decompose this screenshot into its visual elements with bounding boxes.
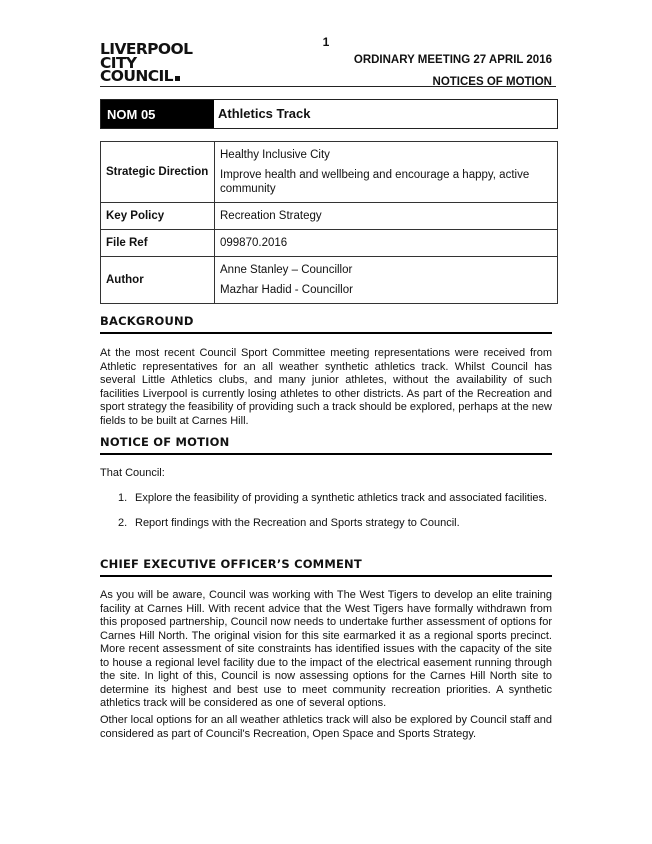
strategic-direction-label: Strategic Direction	[101, 142, 215, 203]
table-row-strategic-direction	[101, 142, 558, 203]
author-line-2: Mazhar Hadid - Councillor	[220, 284, 353, 296]
nom-code: NOM 05	[101, 100, 214, 128]
author-line-1: Anne Stanley – Councillor	[220, 264, 353, 276]
table-row-author	[101, 257, 558, 304]
logo-mark-icon	[175, 76, 180, 81]
ceo-comment-paragraph-2: Other local options for an all weather athletics track will also be explored by Council staff and considered as part of Council's Recreation, Open Space and Sports Strategy.	[100, 714, 552, 740]
ceo-comment-paragraph-1: As you will be aware, Council was working with The West Tigers to develop an elite training facility at Carnes Hill. With recent advice that the West Tigers have formally withdrawn from this proposed partnership, Council now needs to undertake further assessment of options for Carnes Hill North. The original vision for this site earmarked it as a regional sports precinct. More recent assessment of site constraints has identified issues with the capacity of the site to house a regional level facility due to the impact of the electrical easement running through the site. In light of this, Council is now assessing options for the Carnes Hill North site to determine its highest and best use to meet community recreation priorities. A synthetic athletics track will be considered as one of several options.	[100, 589, 552, 709]
motion-item	[118, 517, 460, 529]
motion-item	[118, 492, 547, 504]
info-table	[100, 141, 558, 304]
file-ref-label: File Ref	[101, 230, 215, 257]
background-heading: BACKGROUND	[100, 314, 552, 334]
logo-line-3	[100, 67, 192, 85]
strategic-direction-line-2: Improve health and wellbeing and encourage a happy, active community	[220, 169, 530, 195]
header-divider	[100, 86, 556, 87]
ceo-comment-heading: CHIEF EXECUTIVE OFFICER’S COMMENT	[100, 557, 552, 577]
page-number: 1	[322, 35, 330, 49]
author-label: Author	[101, 257, 215, 304]
logo-line-2: CITY	[100, 53, 137, 72]
table-row-key-policy	[101, 203, 558, 230]
table-row-file-ref	[101, 230, 558, 257]
council-logo	[100, 40, 193, 85]
background-text: At the most recent Council Sport Committee meeting representations were received from Athletic representatives for an all weather synthetic athletics track. Whilst Council has several Little Athletics clubs, and many junior athletes, without the availability of such facilities Liverpool is currently losing athletes to other districts. As part of the Recreation and sport strategy the feasibility of providing such a track should be explored, perhaps at the new fields to be built at Carnes Hill.	[100, 347, 552, 427]
motion-item-text: Report findings with the Recreation and Sports strategy to Council.	[135, 517, 460, 529]
logo-line-3-text: COUNCIL	[100, 67, 173, 85]
motion-item-number: 2.	[118, 517, 128, 529]
strategic-direction-line-1: Healthy Inclusive City	[220, 149, 330, 161]
nom-title: Athletics Track	[218, 106, 311, 121]
author-value	[215, 257, 558, 304]
nom-title-box	[100, 99, 558, 129]
strategic-direction-value	[215, 142, 558, 203]
key-policy-label: Key Policy	[101, 203, 215, 230]
file-ref-value: 099870.2016	[215, 230, 558, 257]
logo-line-1: LIVERPOOL	[100, 40, 193, 58]
motion-intro: That Council:	[100, 467, 165, 479]
key-policy-value: Recreation Strategy	[215, 203, 558, 230]
motion-item-text: Explore the feasibility of providing a synthetic athletics track and associated facilities.	[135, 492, 548, 504]
motion-heading: NOTICE OF MOTION	[100, 435, 552, 455]
motion-item-number: 1.	[118, 492, 128, 504]
page-header	[354, 54, 552, 98]
meeting-title: ORDINARY MEETING 27 APRIL 2016	[353, 54, 552, 66]
section-title: NOTICES OF MOTION	[432, 76, 552, 88]
